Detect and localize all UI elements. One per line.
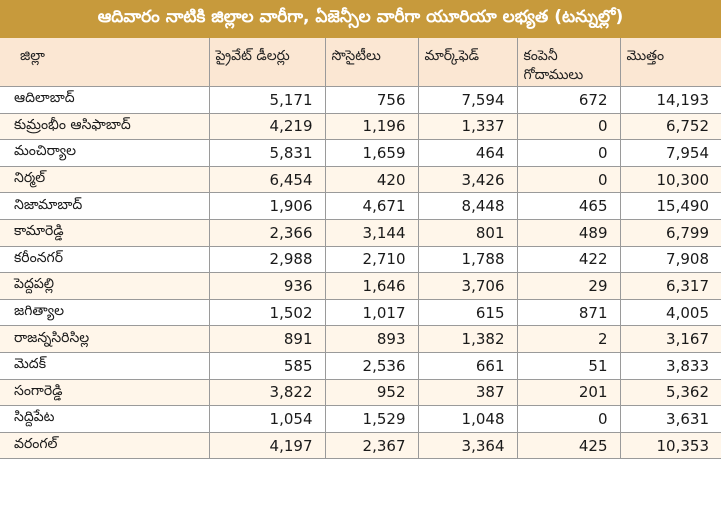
- cell-total: 6,799: [620, 219, 721, 246]
- cell-district: ఆదిలాబాద్: [0, 87, 209, 114]
- cell-company-godowns: 0: [517, 406, 620, 433]
- cell-societies: 1,017: [325, 299, 418, 326]
- cell-district: నిర్మల్: [0, 166, 209, 193]
- cell-markfed: 1,337: [418, 113, 517, 140]
- table-row: [0, 193, 721, 220]
- cell-district: మెదక్: [0, 352, 209, 379]
- cell-societies: 420: [325, 166, 418, 193]
- table-body: [0, 87, 721, 459]
- cell-markfed: 3,364: [418, 432, 517, 459]
- cell-private-dealers: 4,219: [209, 113, 325, 140]
- cell-district: సంగారెడ్డి: [0, 379, 209, 406]
- cell-district: మంచిర్యాల: [0, 140, 209, 167]
- table-row: [0, 406, 721, 433]
- table-row: [0, 113, 721, 140]
- cell-markfed: 1,048: [418, 406, 517, 433]
- cell-total: 10,300: [620, 166, 721, 193]
- cell-societies: 2,536: [325, 352, 418, 379]
- cell-societies: 4,671: [325, 193, 418, 220]
- table-row: [0, 432, 721, 459]
- table-title: ఆదివారం నాటికి జిల్లాల వారీగా, ఏజెన్సీల వారీగా యూరియా లభ్యత (టన్నుల్లో): [0, 0, 721, 38]
- cell-private-dealers: 585: [209, 352, 325, 379]
- cell-markfed: 3,426: [418, 166, 517, 193]
- table-row: [0, 166, 721, 193]
- header-row: [0, 38, 721, 87]
- cell-private-dealers: 5,831: [209, 140, 325, 167]
- table-row: [0, 87, 721, 114]
- table-row: [0, 219, 721, 246]
- cell-total: 7,954: [620, 140, 721, 167]
- table-row: [0, 140, 721, 167]
- cell-company-godowns: 465: [517, 193, 620, 220]
- table-row: [0, 379, 721, 406]
- cell-district: పెద్దపల్లి: [0, 273, 209, 300]
- cell-societies: 1,646: [325, 273, 418, 300]
- table-row: [0, 273, 721, 300]
- cell-markfed: 801: [418, 219, 517, 246]
- cell-district: వరంగల్: [0, 432, 209, 459]
- cell-district: కామారెడ్డి: [0, 219, 209, 246]
- cell-societies: 952: [325, 379, 418, 406]
- cell-total: 4,005: [620, 299, 721, 326]
- cell-societies: 1,659: [325, 140, 418, 167]
- cell-private-dealers: 2,988: [209, 246, 325, 273]
- cell-private-dealers: 936: [209, 273, 325, 300]
- cell-company-godowns: 29: [517, 273, 620, 300]
- cell-total: 14,193: [620, 87, 721, 114]
- cell-company-godowns: 0: [517, 140, 620, 167]
- cell-markfed: 8,448: [418, 193, 517, 220]
- cell-private-dealers: 1,054: [209, 406, 325, 433]
- cell-company-godowns: 425: [517, 432, 620, 459]
- table-row: [0, 246, 721, 273]
- cell-markfed: 464: [418, 140, 517, 167]
- cell-total: 6,317: [620, 273, 721, 300]
- cell-company-godowns: 672: [517, 87, 620, 114]
- cell-private-dealers: 1,502: [209, 299, 325, 326]
- cell-district: కరీంనగర్: [0, 246, 209, 273]
- table-row: [0, 326, 721, 353]
- cell-total: 3,631: [620, 406, 721, 433]
- cell-district: రాజన్నసిరిసిల్ల: [0, 326, 209, 353]
- cell-societies: 1,196: [325, 113, 418, 140]
- cell-societies: 2,710: [325, 246, 418, 273]
- cell-markfed: 3,706: [418, 273, 517, 300]
- cell-markfed: 615: [418, 299, 517, 326]
- cell-private-dealers: 891: [209, 326, 325, 353]
- header-private-dealers: ప్రైవేట్ డీలర్లు: [209, 38, 325, 87]
- cell-markfed: 1,788: [418, 246, 517, 273]
- cell-company-godowns: 489: [517, 219, 620, 246]
- cell-markfed: 387: [418, 379, 517, 406]
- cell-total: 5,362: [620, 379, 721, 406]
- cell-societies: 893: [325, 326, 418, 353]
- header-total: మొత్తం: [620, 38, 721, 87]
- cell-district: జగిత్యాల: [0, 299, 209, 326]
- cell-societies: 3,144: [325, 219, 418, 246]
- cell-markfed: 1,382: [418, 326, 517, 353]
- cell-total: 15,490: [620, 193, 721, 220]
- cell-company-godowns: 201: [517, 379, 620, 406]
- cell-company-godowns: 871: [517, 299, 620, 326]
- header-markfed: మార్క్‌ఫెడ్: [418, 38, 517, 87]
- cell-societies: 756: [325, 87, 418, 114]
- cell-private-dealers: 5,171: [209, 87, 325, 114]
- table-row: [0, 299, 721, 326]
- urea-table: [0, 38, 721, 459]
- cell-private-dealers: 1,906: [209, 193, 325, 220]
- cell-company-godowns: 51: [517, 352, 620, 379]
- cell-company-godowns: 2: [517, 326, 620, 353]
- cell-total: 10,353: [620, 432, 721, 459]
- cell-private-dealers: 2,366: [209, 219, 325, 246]
- cell-markfed: 661: [418, 352, 517, 379]
- cell-private-dealers: 3,822: [209, 379, 325, 406]
- header-societies: సొసైటీలు: [325, 38, 418, 87]
- header-company-godowns: కంపెనీ గోదాములు: [517, 38, 620, 87]
- header-district: జిల్లా: [0, 38, 209, 87]
- table-row: [0, 352, 721, 379]
- cell-company-godowns: 422: [517, 246, 620, 273]
- cell-district: నిజామాబాద్: [0, 193, 209, 220]
- cell-total: 6,752: [620, 113, 721, 140]
- cell-societies: 2,367: [325, 432, 418, 459]
- cell-societies: 1,529: [325, 406, 418, 433]
- cell-total: 3,167: [620, 326, 721, 353]
- cell-total: 7,908: [620, 246, 721, 273]
- cell-total: 3,833: [620, 352, 721, 379]
- cell-markfed: 7,594: [418, 87, 517, 114]
- cell-company-godowns: 0: [517, 113, 620, 140]
- cell-district: సిద్దిపేట: [0, 406, 209, 433]
- cell-private-dealers: 4,197: [209, 432, 325, 459]
- cell-company-godowns: 0: [517, 166, 620, 193]
- cell-private-dealers: 6,454: [209, 166, 325, 193]
- cell-district: కుమ్రంభీం ఆసిఫాబాద్: [0, 113, 209, 140]
